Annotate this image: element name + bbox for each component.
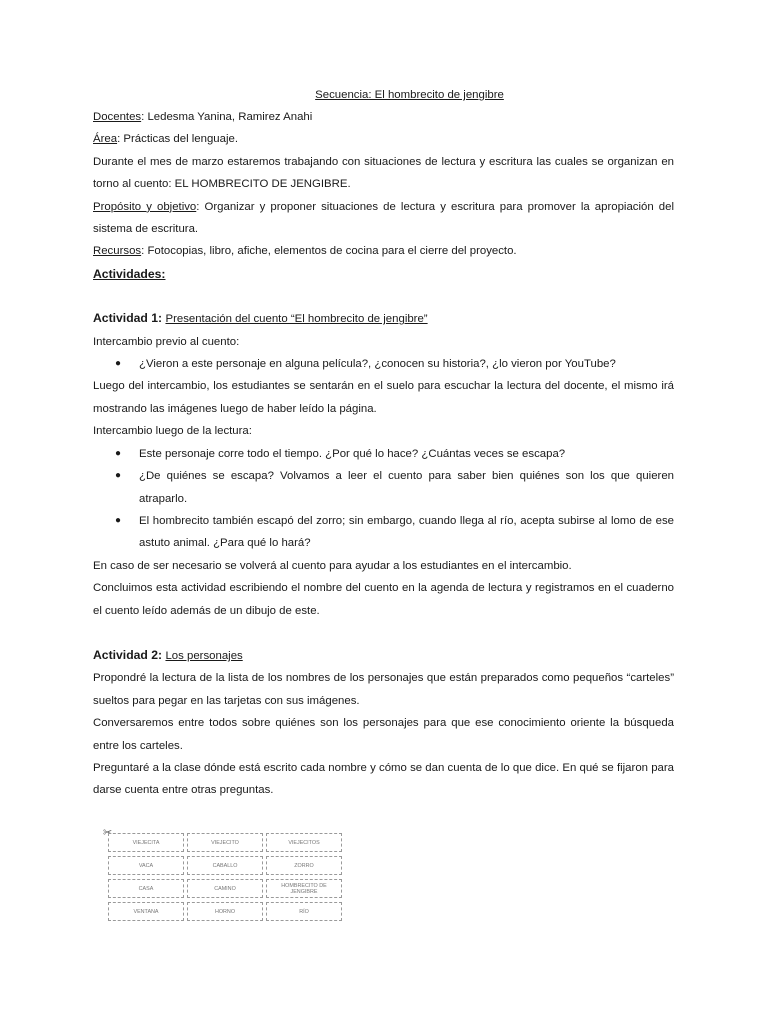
area-line: Área: Prácticas del lenguaje. — [93, 133, 238, 146]
actividad2-paragraph-3: Preguntaré a la clase dónde está escrito cada nombre y cómo se dan cuenta de lo que dice. En qué se fijaron para darse cuenta entre otras preguntas. — [93, 761, 674, 797]
bullets-luego — [93, 443, 674, 555]
name-card: CASA — [108, 879, 184, 898]
concluimos-paragraph: Concluimos esta actividad escribiendo el nombre del cuento en la agenda de lectura y registramos en el cuaderno el cuento leído además de un dibujo de este. — [93, 582, 674, 617]
proposito-line: Propósito y objetivo: Organizar y proponer situaciones de lectura y escritura para promover la apropiación del sistema de escritura. — [93, 200, 674, 236]
cards-grid — [108, 833, 342, 921]
name-cards-image — [103, 826, 339, 914]
document-title: Secuencia: El hombrecito de jengibre — [315, 89, 504, 101]
list-item: ● ¿De quiénes se escapa? Volvamos a leer el cuento para saber bien quiénes son los que quieren atraparlo. — [115, 470, 674, 505]
intro-paragraph: Durante el mes de marzo estaremos trabajando con situaciones de lectura y escritura las cuales se organizan en torno al cuento: EL HOMBRECITO DE JENGIBRE. — [93, 155, 674, 191]
name-card: VENTANA — [108, 902, 184, 921]
name-card: VIEJECITO — [187, 833, 263, 852]
actividad2-paragraph-2: Conversaremos entre todos sobre quiénes son los personajes para que ese conocimiento oriente la búsqueda entre los carteles. — [93, 717, 674, 752]
name-card: VIEJECITOS — [266, 833, 342, 852]
name-card: RÍO — [266, 902, 342, 921]
actividades-heading: Actividades: — [93, 266, 166, 281]
actividad2-paragraph-1: Propondré la lectura de la lista de los nombres de los personajes que están preparados como pequeños “carteles” sueltos para pegar en las tarjetas con sus imágenes. — [93, 672, 674, 707]
intercambio-previo: Intercambio previo al cuento: — [93, 335, 240, 348]
name-card: HORNO — [187, 902, 263, 921]
name-card: VIEJECITA — [108, 833, 184, 852]
name-card: HOMBRECITO DE JENGIBRE — [266, 879, 342, 898]
document-body — [93, 106, 674, 802]
caso-paragraph: En caso de ser necesario se volverá al cuento para ayudar a los estudiantes en el intercambio. — [93, 559, 572, 572]
luego-paragraph: Luego del intercambio, los estudiantes se sentarán en el suelo para escuchar la lectura del docente, el mismo irá mostrando las imágenes luego de haber leído la página. — [93, 380, 674, 415]
name-card: CABALLO — [187, 856, 263, 875]
name-card: VACA — [108, 856, 184, 875]
list-item: ● ¿Vieron a este personaje en alguna película?, ¿conocen su historia?, ¿lo vieron por YouTube? — [115, 358, 616, 371]
list-item: ● El hombrecito también escapó del zorro; sin embargo, cuando llega al río, acepta subirse al lomo de ese astuto animal. ¿Para qué lo hará? — [115, 514, 674, 550]
list-item: ● Este personaje corre todo el tiempo. ¿Por qué lo hace? ¿Cuántas veces se escapa? — [115, 447, 566, 460]
name-card: ZORRO — [266, 856, 342, 875]
actividad1-heading: Actividad 1: Presentación del cuento “El hombrecito de jengibre” — [93, 311, 428, 326]
scissors-icon: ✂ — [103, 827, 113, 839]
bullets-previo — [93, 353, 674, 375]
docentes-line: Docentes: Ledesma Yanina, Ramirez Anahi — [93, 111, 313, 123]
recursos-line: Recursos: Fotocopias, libro, afiche, elementos de cocina para el cierre del proyecto. — [93, 245, 517, 258]
actividad2-heading: Actividad 2: Los personajes — [93, 647, 243, 662]
intercambio-luego: Intercambio luego de la lectura: — [93, 425, 252, 438]
name-card: CAMINO — [187, 879, 263, 898]
